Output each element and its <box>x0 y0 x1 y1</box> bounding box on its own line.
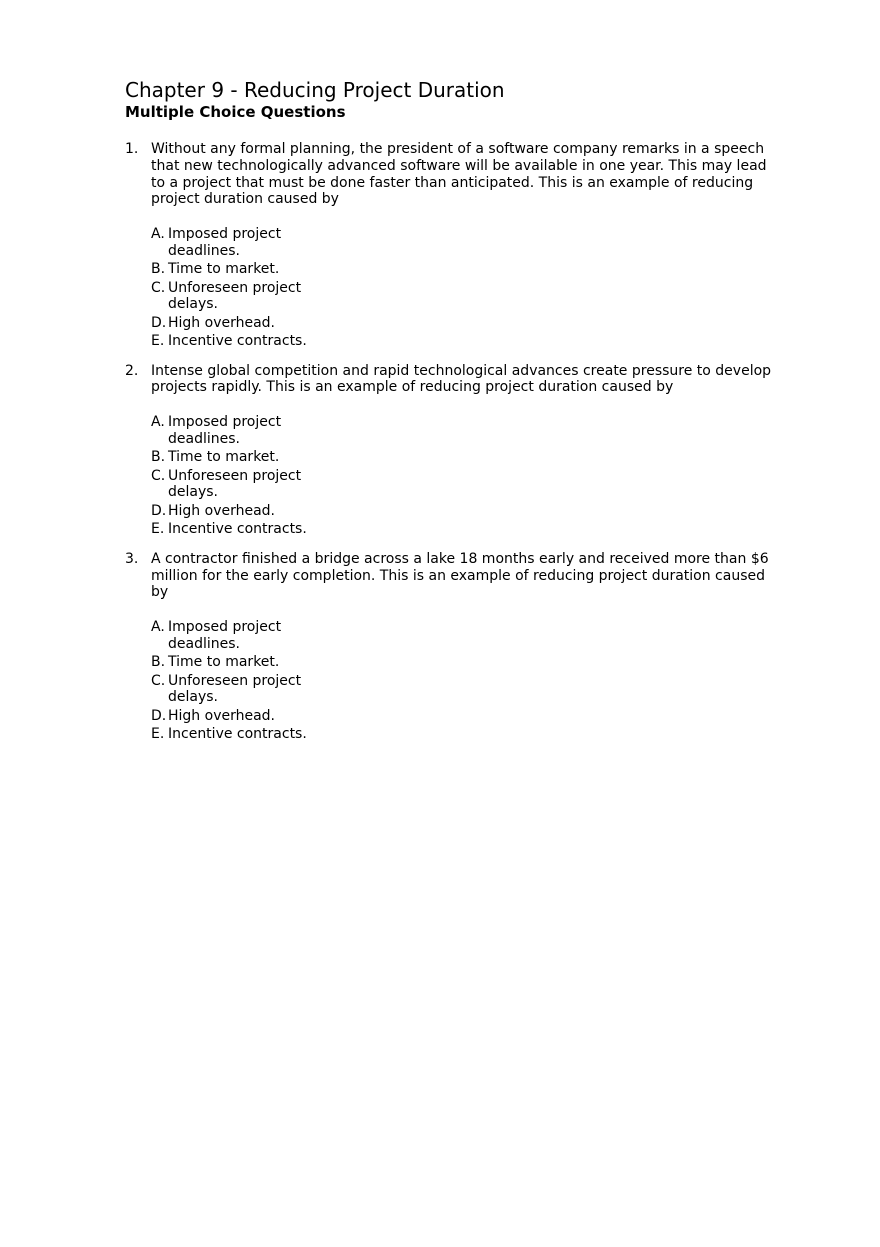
answer-option-a <box>151 619 785 652</box>
option-text: Time to market. <box>168 449 280 466</box>
answer-option-e <box>151 521 785 538</box>
answer-option-e <box>151 333 785 350</box>
document-page <box>125 78 785 745</box>
option-text: Imposed project deadlines. <box>168 414 282 447</box>
option-letter: E. <box>151 333 165 350</box>
question-number: 2. <box>125 362 139 379</box>
answer-option-d <box>151 503 785 520</box>
option-text: Unforeseen project delays. <box>168 672 302 706</box>
option-letter: A. <box>151 226 165 243</box>
option-text: High overhead. <box>168 707 276 724</box>
answer-option-a <box>151 226 785 259</box>
question-text: Without any formal planning, the president of a software company remarks in a speech that new technologically advanced software will be available in one year. This may lead to a project that must be done faster than anticipated. This is an example of reducing project duration caused by <box>151 141 767 208</box>
option-text: Incentive contracts. <box>168 726 307 743</box>
answer-option-c <box>151 468 785 501</box>
option-letter: B. <box>151 449 166 466</box>
chapter-title: Chapter 9 - Reducing Project Duration <box>125 78 505 102</box>
option-text: Time to market. <box>168 261 280 278</box>
question-text: A contractor finished a bridge across a lake 18 months early and received more than $6 million for the early completion. This is an example of reducing project duration caused by <box>151 550 769 601</box>
option-text: Unforeseen project delays. <box>168 467 302 501</box>
option-text: Incentive contracts. <box>168 521 307 538</box>
question-number: 3. <box>125 550 139 567</box>
section-title: Multiple Choice Questions <box>125 103 346 121</box>
option-letter: B. <box>151 654 166 671</box>
option-text: Imposed project deadlines. <box>168 226 282 259</box>
answer-option-c <box>151 280 785 313</box>
option-letter: A. <box>151 619 165 636</box>
option-text: High overhead. <box>168 502 276 519</box>
answer-option-b <box>151 449 785 466</box>
answer-option-a <box>151 414 785 447</box>
answer-option-b <box>151 261 785 278</box>
option-text: Unforeseen project delays. <box>168 279 302 313</box>
answer-options <box>151 226 785 350</box>
option-text: Incentive contracts. <box>168 333 307 350</box>
answer-option-d <box>151 708 785 725</box>
option-letter: D. <box>151 707 167 724</box>
option-letter: D. <box>151 502 167 519</box>
option-letter: C. <box>151 672 166 689</box>
question-1 <box>125 141 785 350</box>
spacer <box>125 540 785 551</box>
question-text: Intense global competition and rapid technological advances create pressure to develop projects rapidly. This is an example of reducing project duration caused by <box>151 362 772 396</box>
answer-option-c <box>151 673 785 706</box>
option-letter: C. <box>151 279 166 296</box>
option-text: Time to market. <box>168 654 280 671</box>
answer-option-d <box>151 315 785 332</box>
option-letter: B. <box>151 261 166 278</box>
answer-options <box>151 619 785 743</box>
spacer <box>125 352 785 363</box>
option-text: High overhead. <box>168 314 276 331</box>
answer-options <box>151 414 785 538</box>
option-letter: E. <box>151 726 165 743</box>
answer-option-e <box>151 726 785 743</box>
option-text: Imposed project deadlines. <box>168 619 282 652</box>
option-letter: E. <box>151 521 165 538</box>
option-letter: A. <box>151 414 165 431</box>
option-letter: D. <box>151 314 167 331</box>
answer-option-b <box>151 654 785 671</box>
question-number: 1. <box>125 141 139 157</box>
option-letter: C. <box>151 467 166 484</box>
question-2 <box>125 363 785 538</box>
question-3 <box>125 551 785 743</box>
